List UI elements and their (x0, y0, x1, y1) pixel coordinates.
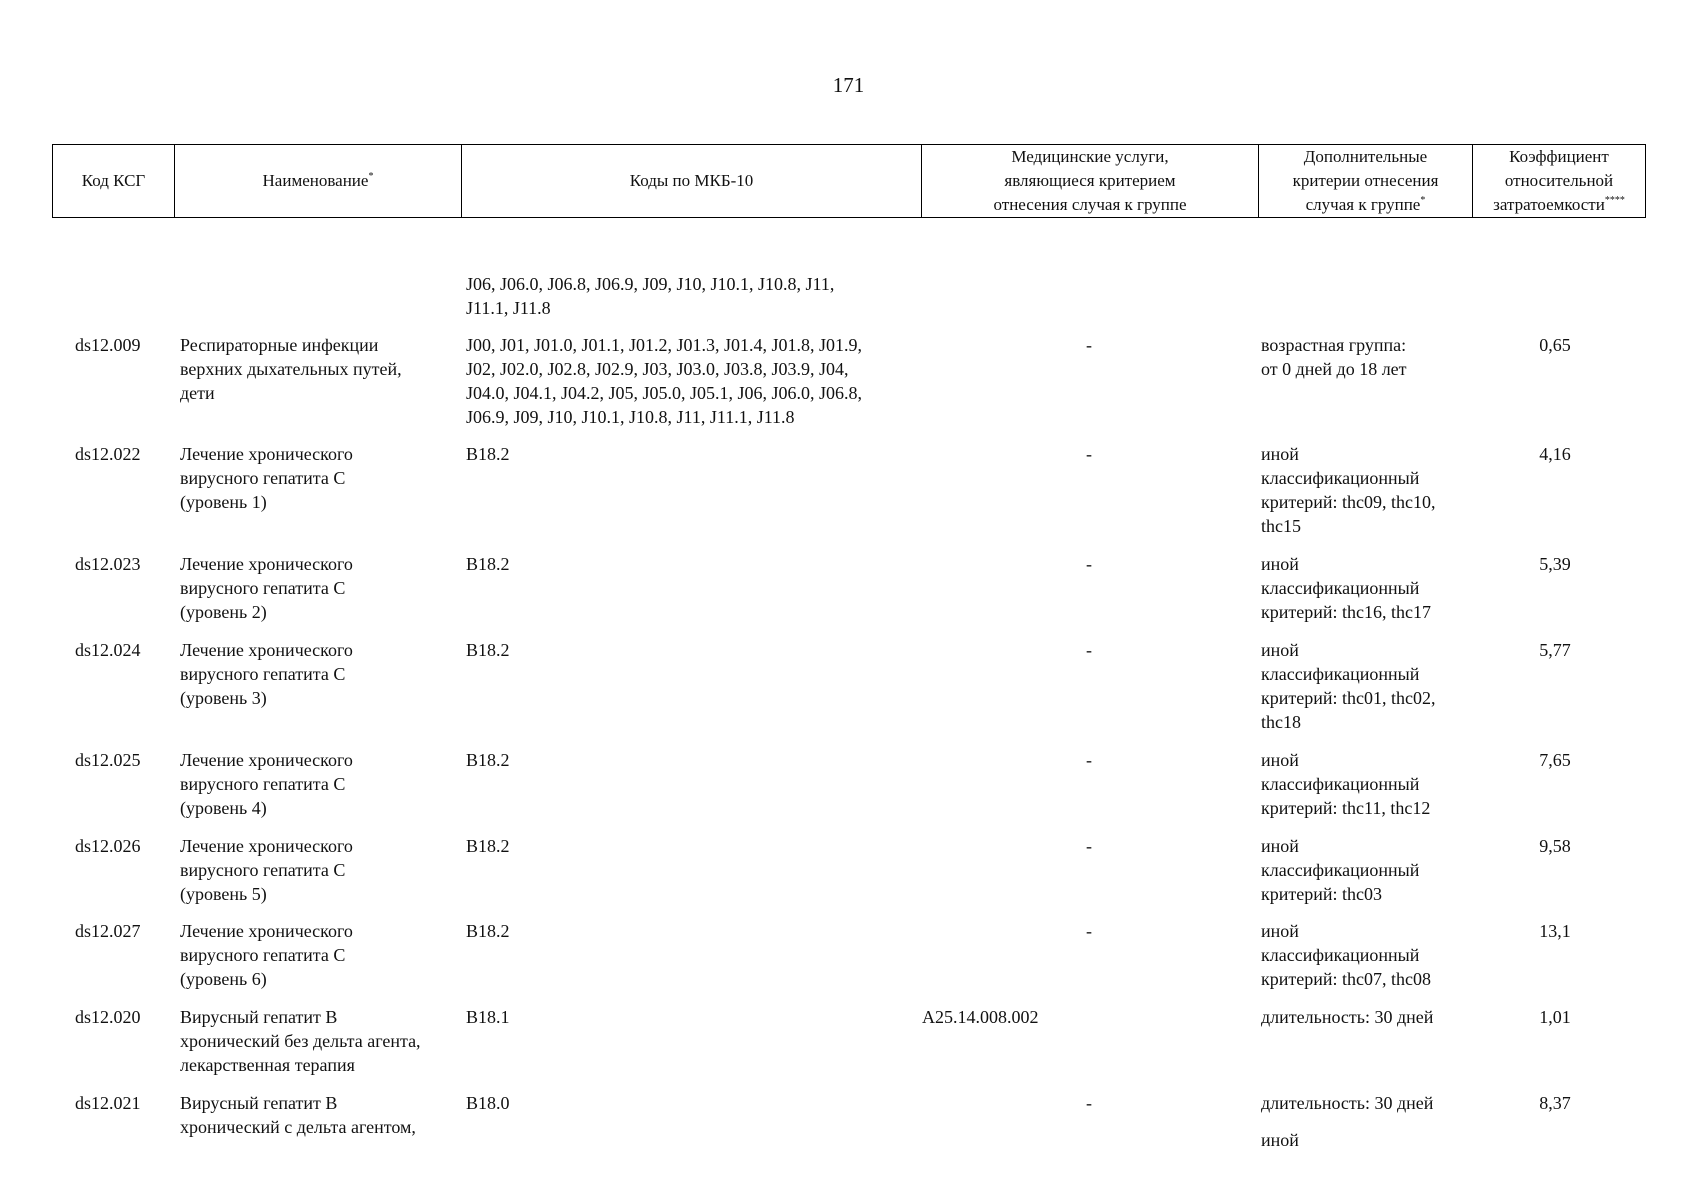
row-mkb-codes: B18.0 (466, 1093, 510, 1113)
row-additional-criteria-extra: иной (1261, 1130, 1299, 1150)
footnote-mark: * (368, 171, 374, 182)
row-name: Лечение хронического вирусного гепатита C (уровень 3) (180, 640, 353, 708)
header-services: Медицинские услуги, являющиеся критерием отнесения случая к группе (922, 145, 1259, 218)
row-coefficient: 9,58 (1539, 836, 1571, 856)
row-code: ds12.026 (75, 836, 141, 856)
header-name: Наименование* (175, 145, 462, 218)
row-coefficient: 8,37 (1539, 1093, 1571, 1113)
row-coefficient: 5,39 (1539, 554, 1571, 574)
row-additional-criteria: длительность: 30 дней (1261, 1093, 1434, 1113)
row-mkb-codes: B18.2 (466, 640, 510, 660)
row-coefficient: 4,16 (1539, 444, 1571, 464)
page-number: 171 (832, 73, 865, 97)
footnote-mark: **** (1604, 195, 1625, 206)
continuation-mkb: J06, J06.0, J06.8, J06.9, J09, J10, J10.1, J10.8, J11, J11.1, J11.8 (466, 274, 835, 318)
row-additional-criteria: иной классификационный критерий: thc03 (1261, 836, 1420, 904)
row-code: ds12.021 (75, 1093, 141, 1113)
row-additional-criteria: иной классификационный критерий: thc16, thc17 (1261, 554, 1431, 622)
row-name: Лечение хронического вирусного гепатита C (уровень 6) (180, 921, 353, 989)
row-name: Вирусный гепатит B хронический с дельта агентом, (180, 1093, 416, 1137)
row-mkb-codes: B18.2 (466, 921, 510, 941)
row-name: Лечение хронического вирусного гепатита C (уровень 4) (180, 750, 353, 818)
row-additional-criteria: возрастная группа: от 0 дней до 18 лет (1261, 335, 1407, 379)
row-additional-criteria: иной классификационный критерий: thc01, thc02, thc18 (1261, 640, 1436, 732)
row-code: ds12.023 (75, 554, 141, 574)
row-mkb-codes: B18.2 (466, 750, 510, 770)
row-services: - (1086, 836, 1092, 856)
row-coefficient: 1,01 (1539, 1007, 1571, 1027)
row-coefficient: 0,65 (1539, 335, 1571, 355)
row-name: Респираторные инфекции верхних дыхательных путей, дети (180, 335, 402, 403)
row-services: - (1086, 1093, 1092, 1113)
header-code: Код КСГ (53, 145, 175, 218)
row-mkb-codes: B18.1 (466, 1007, 510, 1027)
row-name: Лечение хронического вирусного гепатита C (уровень 1) (180, 444, 353, 512)
row-additional-criteria: иной классификационный критерий: thc07, thc08 (1261, 921, 1431, 989)
row-mkb-codes: B18.2 (466, 836, 510, 856)
row-coefficient: 5,77 (1539, 640, 1571, 660)
row-services: A25.14.008.002 (922, 1007, 1039, 1027)
row-services: - (1086, 335, 1092, 355)
row-code: ds12.025 (75, 750, 141, 770)
row-code: ds12.020 (75, 1007, 141, 1027)
row-code: ds12.022 (75, 444, 141, 464)
row-services: - (1086, 921, 1092, 941)
row-services: - (1086, 640, 1092, 660)
row-code: ds12.009 (75, 335, 141, 355)
row-additional-criteria: иной классификационный критерий: thc11, thc12 (1261, 750, 1431, 818)
row-code: ds12.024 (75, 640, 141, 660)
row-mkb-codes: B18.2 (466, 444, 510, 464)
header-mkb: Коды по МКБ-10 (462, 145, 922, 218)
row-name: Лечение хронического вирусного гепатита C (уровень 5) (180, 836, 353, 904)
header-coef: Коэффициент относительной затратоемкости**** (1473, 145, 1646, 218)
row-mkb-codes: J00, J01, J01.0, J01.1, J01.2, J01.3, J01.4, J01.8, J01.9, J02, J02.0, J02.8, J02.9, J03, J03.0, J03.8, J03.9, J04, J04.0, J04.1, J04.2, J05, J05.0, J05.1, J06, J06.0, J06.8, J06.9, J09, J10, J10.1, J10.8, J11, J11.1, J11.8 (466, 335, 863, 427)
row-services: - (1086, 750, 1092, 770)
row-services: - (1086, 554, 1092, 574)
row-mkb-codes: B18.2 (466, 554, 510, 574)
footnote-mark: * (1420, 195, 1426, 206)
header-additional: Дополнительные критерии отнесения случая к группе* (1259, 145, 1473, 218)
row-name: Лечение хронического вирусного гепатита C (уровень 2) (180, 554, 353, 622)
row-coefficient: 7,65 (1539, 750, 1571, 770)
table-header (52, 144, 1646, 218)
row-additional-criteria: длительность: 30 дней (1261, 1007, 1434, 1027)
row-additional-criteria: иной классификационный критерий: thc09, thc10, thc15 (1261, 444, 1436, 536)
row-code: ds12.027 (75, 921, 141, 941)
row-services: - (1086, 444, 1092, 464)
row-coefficient: 13,1 (1539, 921, 1571, 941)
row-name: Вирусный гепатит B хронический без дельта агента, лекарственная терапия (180, 1007, 421, 1075)
